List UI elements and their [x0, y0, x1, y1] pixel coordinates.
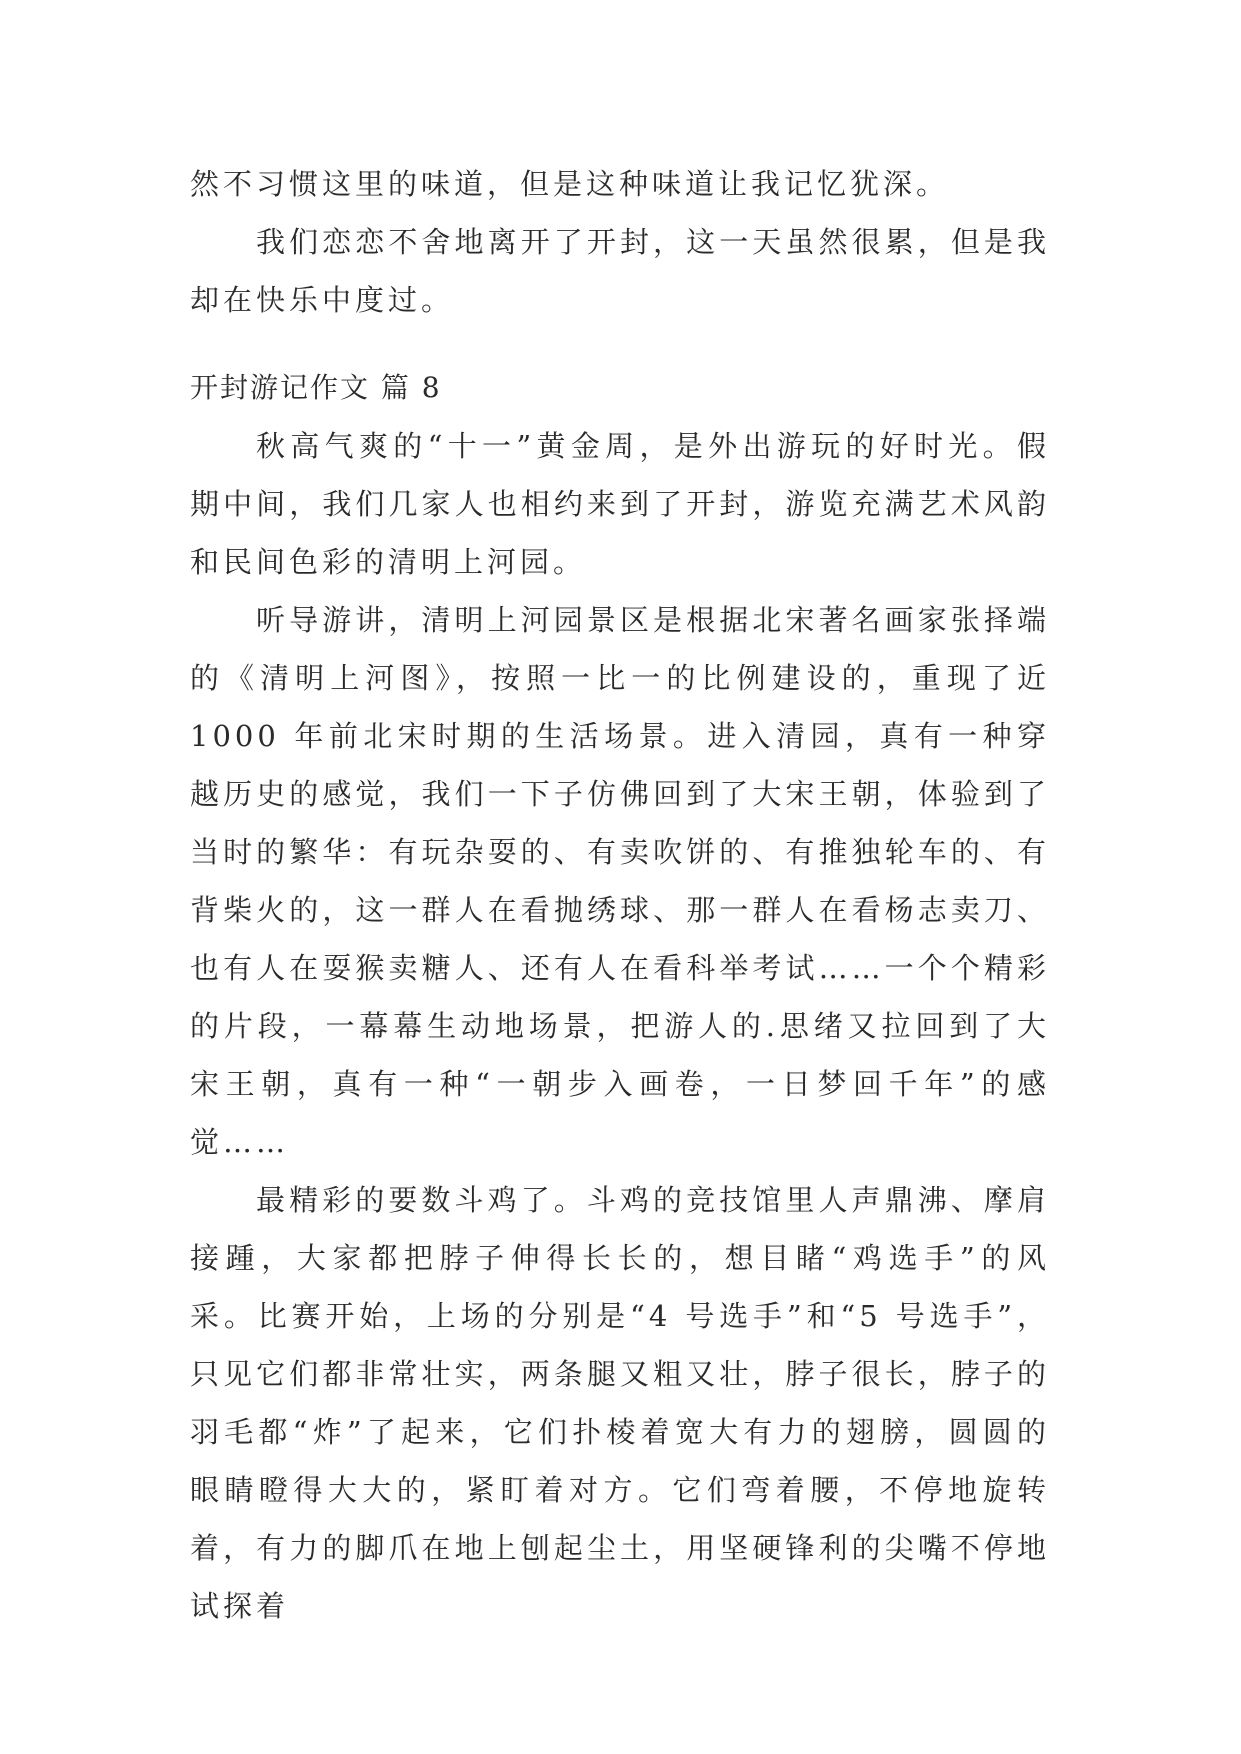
body-paragraph: 秋高气爽的“十一”黄金周，是外出游玩的好时光。假期中间，我们几家人也相约来到了开封，游览充满艺术风韵和民间色彩的清明上河园。	[190, 429, 1050, 579]
continuation-paragraph: 然不习惯这里的味道，但是这种味道让我记忆犹深。	[190, 167, 950, 201]
document-body	[190, 155, 1050, 1635]
closing-paragraph: 我们恋恋不舍地离开了开封，这一天虽然很累，但是我却在快乐中度过。	[190, 225, 1050, 317]
section-heading: 开封游记作文 篇 8	[190, 371, 442, 404]
body-paragraph: 听导游讲，清明上河园景区是根据北宋著名画家张择端的《清明上河图》，按照一比一的比例建设的，重现了近 1000 年前北宋时期的生活场景。进入清园，真有一种穿越历史的感觉，我们一下子仿佛回到了大宋王朝，体验到了当时的繁华：有玩杂耍的、有卖吹饼的、有推独轮车的、有背柴火的，这一群人在看抛绣球、那一群人在看杨志卖刀、也有人在耍猴卖糖人、还有人在看科举考试……一个个精彩的片段，一幕幕生动地场景，把游人的.思绪又拉回到了大宋王朝，真有一种“一朝步入画卷，一日梦回千年”的感觉……	[190, 603, 1050, 1159]
body-paragraph: 最精彩的要数斗鸡了。斗鸡的竞技馆里人声鼎沸、摩肩接踵，大家都把脖子伸得长长的，想目睹“鸡选手”的风采。比赛开始，上场的分别是“4 号选手”和“5 号选手”，只见它们都非常壮实，两条腿又粗又壮，脖子很长，脖子的羽毛都“炸”了起来，它们扑棱着宽大有力的翅膀，圆圆的眼睛瞪得大大的，紧盯着对方。它们弯着腰，不停地旋转着，有力的脚爪在地上刨起尘土，用坚硬锋利的尖嘴不停地试探着	[190, 1183, 1050, 1623]
